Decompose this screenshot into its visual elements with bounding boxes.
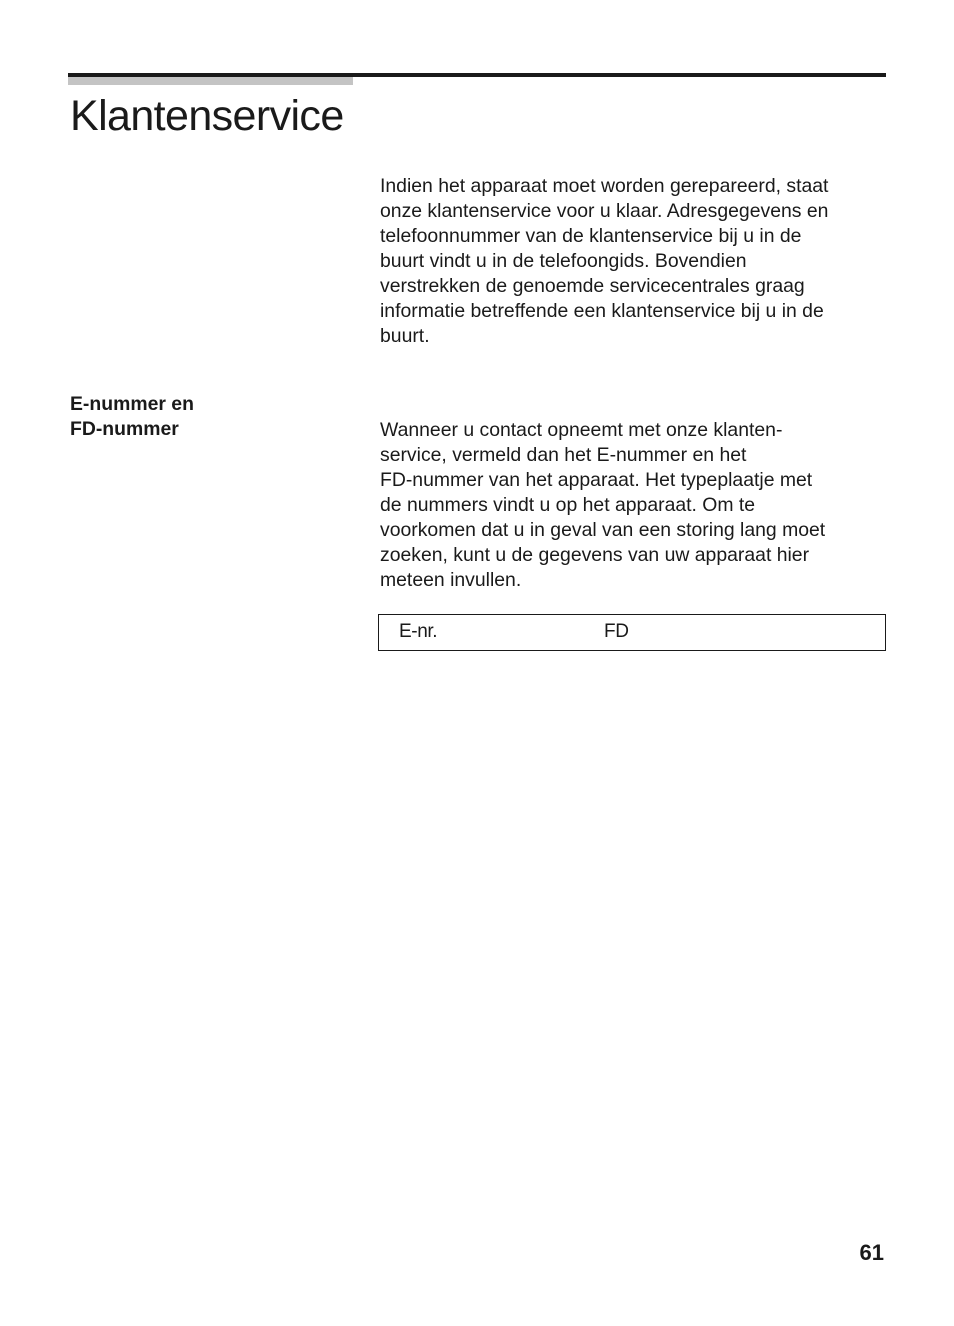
section-heading-e-nummer: E-nummer en FD-nummer [70,393,194,440]
e-nummer-paragraph: Wanneer u contact opneemt met onze klanten- service, vermeld dan het E-nummer en het FD-nummer van het apparaat. Het typeplaatje met de nummers vindt u op het apparaat. Om te voorkomen dat u in geval van een storing lang moet zoeken, kunt u de gegevens van uw apparaat hier meteen invullen. [380,419,826,591]
page-number: 61 [859,1240,884,1265]
header-rule-black [68,73,886,77]
header-rule-gray [68,76,353,85]
e-nr-fd-form-box [378,614,886,651]
e-nr-label: E-nr. [399,621,438,642]
intro-paragraph: Indien het apparaat moet worden gerepareerd, staat onze klantenservice voor u klaar. Adresgegevens en telefoonnummer van de klantenservice bij u in de buurt vindt u in de telefoongids. Bovendien verstrekken de genoemde servicecentrales graag informatie betreffende een klantenservice bij u in de buurt. [380,175,829,347]
page-title: Klantenservice [70,92,344,140]
fd-label: FD [604,621,629,642]
